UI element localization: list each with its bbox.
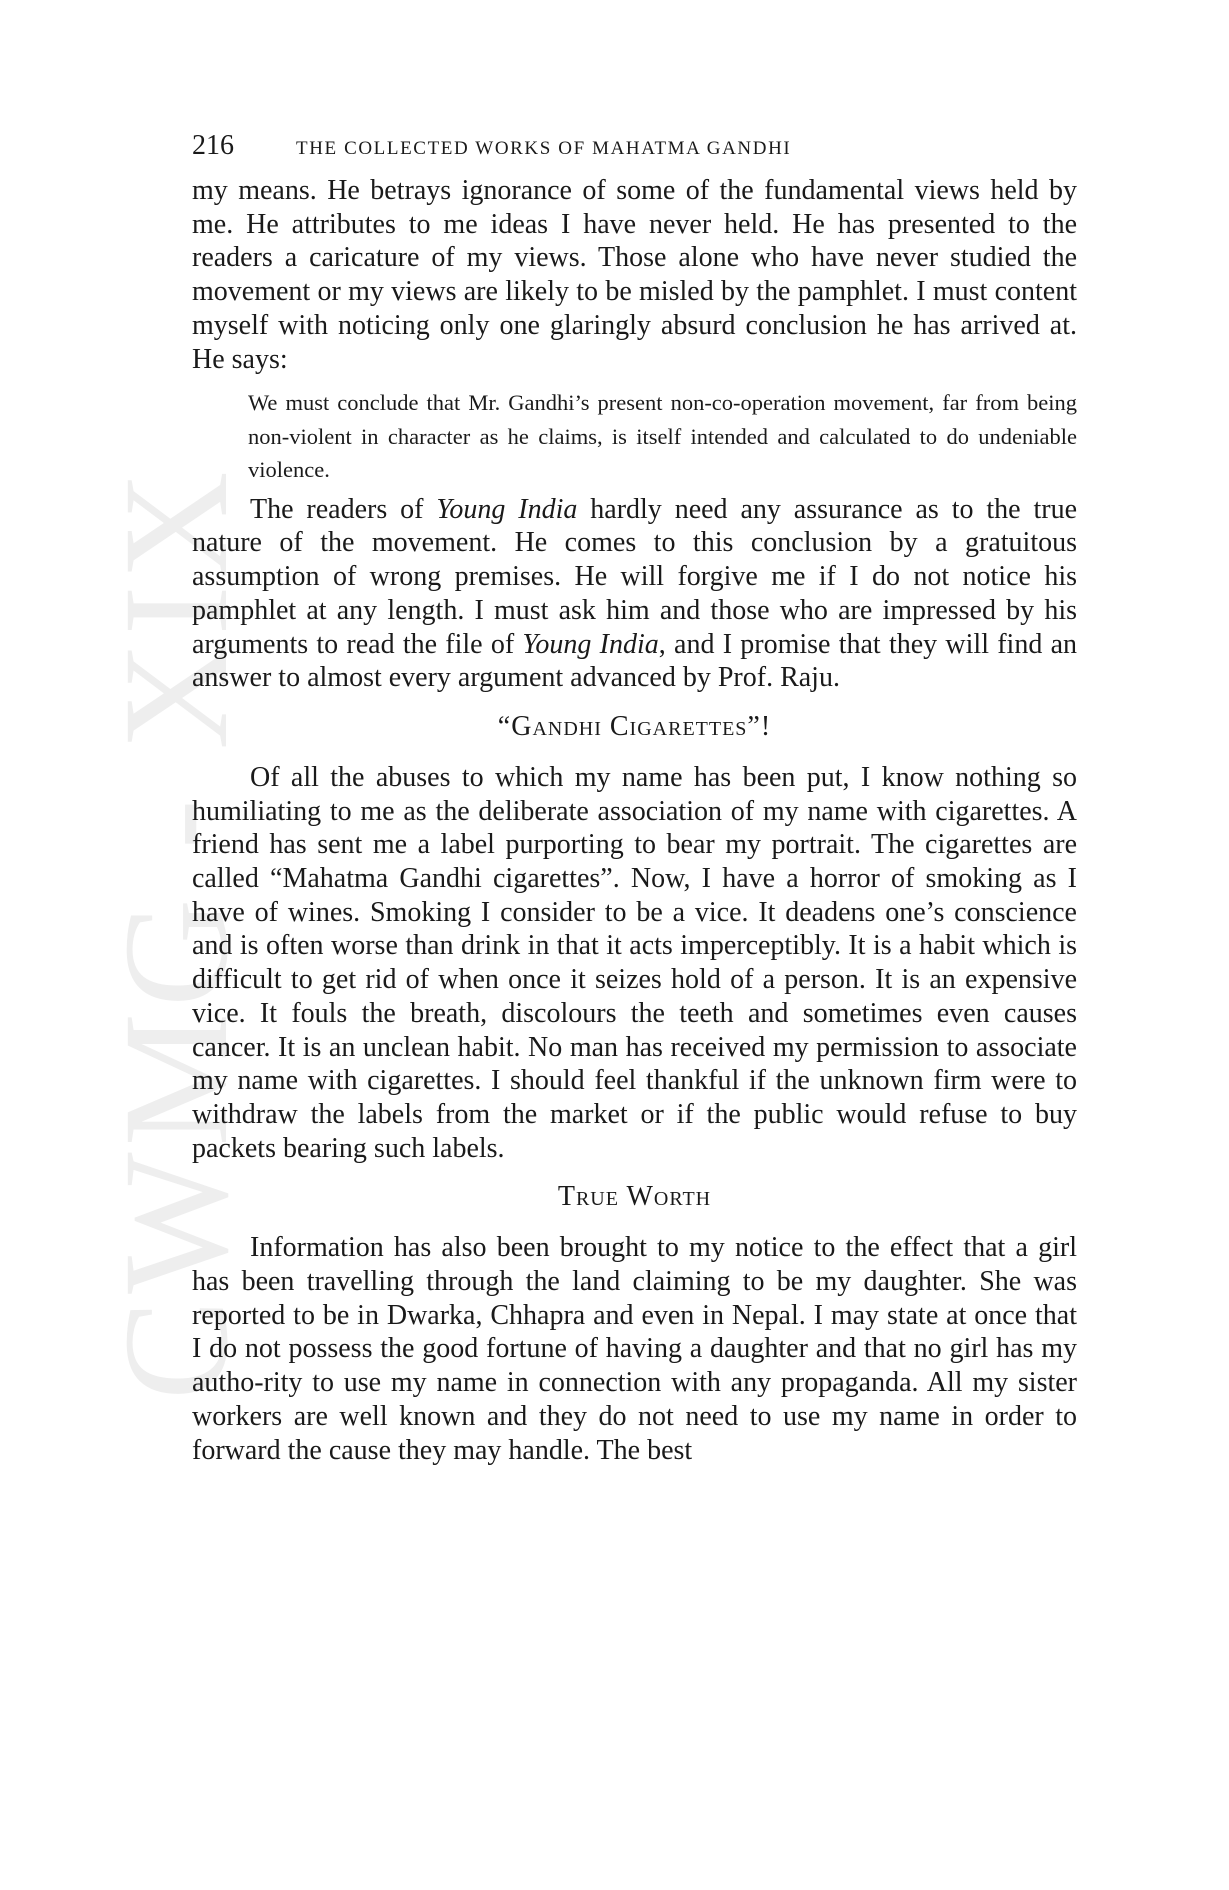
paragraph-4: Information has also been brought to my notice to the effect that a girl has been travelling through the land claiming to be my daughter. She was reported to be in Dwarka, Chhapra and even in Nepal. I may state at once that I do not possess the good fortune of having a daughter and that no girl has my autho-rity to use my name in connection with any propaganda. All my sister workers are well known and they do not need to use my name in order to forward the cause they may handle. The best [192, 1232, 1077, 1466]
paragraph-3: Of all the abuses to which my name has been put, I know nothing so humiliating to me as the deliberate association of my name with cigarettes. A friend has sent me a label purporting to bear my portrait. The cigarettes are called “Mahatma Gandhi cigarettes”. Now, I have a horror of smoking as I have of wines. Smoking I consider to be a vice. It deadens one’s conscience and is often worse than drink in that it acts imperceptibly. It is a habit which is difficult to get rid of when once it seizes hold of a person. It is an expensive vice. It fouls the breath, discolours the teeth and sometimes even causes cancer. It is an unclean habit. No man has received my permission to associate my name with cigarettes. I should feel thankful if the unknown firm were to withdraw the labels from the market or if the public would refuse to buy packets bearing such labels. [192, 761, 1077, 1164]
paragraph-1: my means. He betrays ignorance of some of the fundamental views held by me. He attributes to me ideas I have never held. He has presented to the readers a caricature of my views. Those alone who have never studied the movement or my views are likely to be misled by the pamphlet. I must content myself with noticing only one glaringly absurd conclusion he has arrived at. He says: [192, 175, 1077, 375]
watermark-text: CWMG - XIX [93, 465, 259, 1400]
paragraph-2-text-3: , and I promise that they will find an answer to almost every argument advanced by Prof. Raju. [192, 628, 1077, 694]
paragraph-2-text-1: The readers of [250, 493, 437, 525]
running-title: THE COLLECTED WORKS OF MAHATMA GANDHI [296, 138, 792, 159]
page-number: 216 [192, 130, 234, 161]
block-quote: We must conclude that Mr. Gandhi’s present non-co-operation movement, far from being non-violent in character as he claims, is itself intended and calculated to do undeniable violence. [248, 390, 1077, 483]
paragraph-2-italic-2: Young India [522, 628, 659, 660]
section-heading-true-worth: True Worth [557, 1181, 712, 1213]
paragraph-2-italic-1: Young India [436, 493, 578, 525]
running-head [192, 130, 1077, 170]
paragraph-2 [192, 493, 1077, 695]
page [192, 130, 1077, 1467]
paragraph-2-text-2: hardly need any assurance as to the true nature of the movement. He comes to this conclusion by a gratuitous assumption of wrong premises. He will forgive me if I do not notice his pamphlet at any length. I must ask him and those who are impressed by his arguments to read the file of [192, 493, 1078, 660]
section-heading-gandhi-cigarettes: “Gandhi Cigarettes”! [497, 710, 772, 742]
